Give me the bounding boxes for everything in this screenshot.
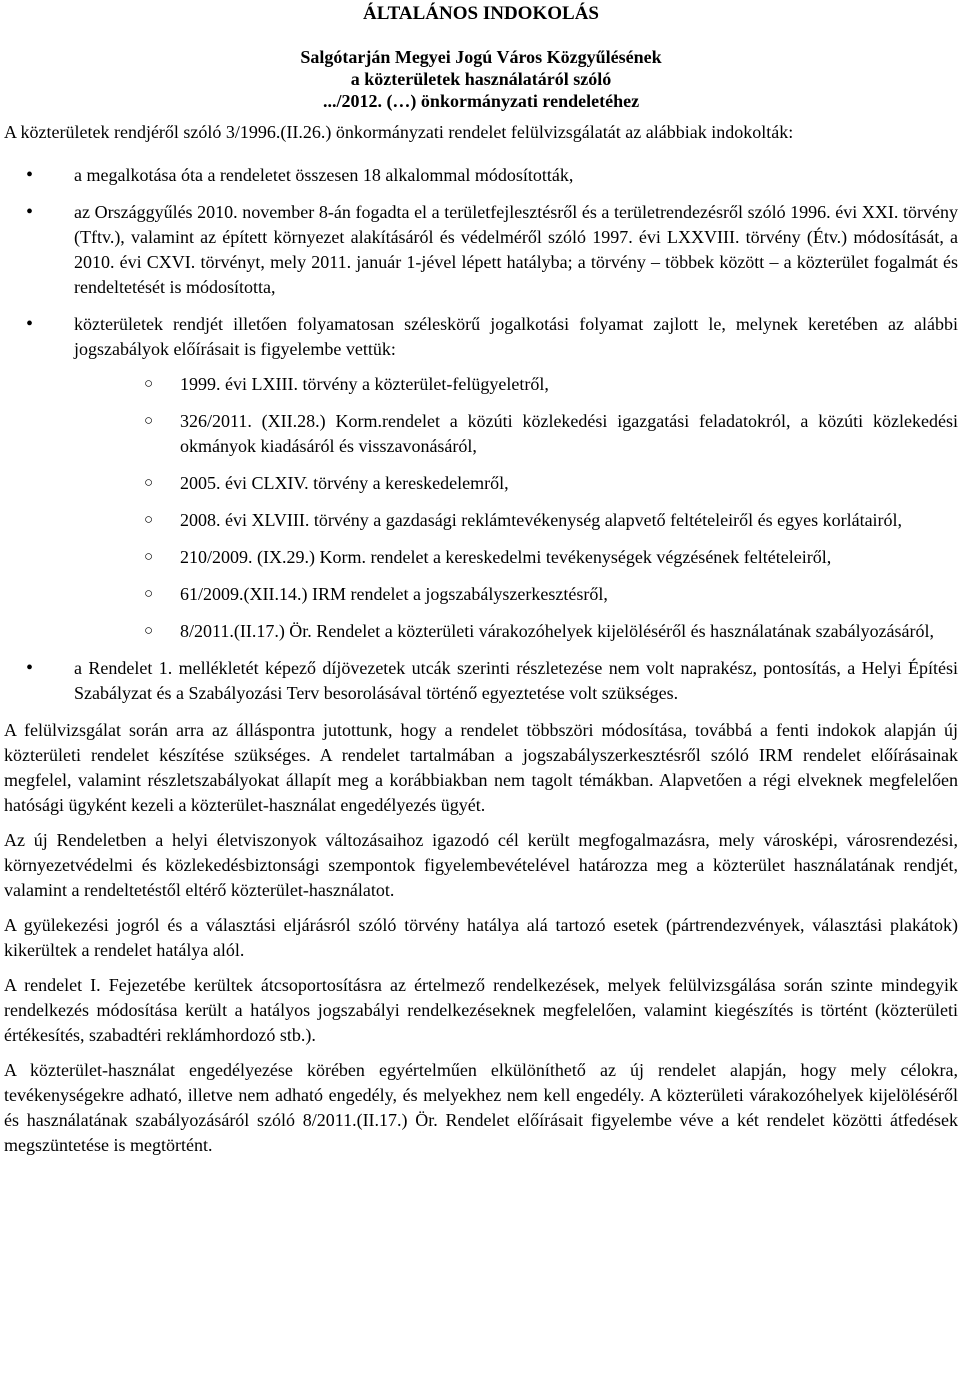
reason-item	[4, 163, 958, 188]
body-paragraph: A felülvizsgálat során arra az álláspontra jutottunk, hogy a rendelet többszöri módosítása, továbbá a fenti indokok alapján új közterületi rendelet készítése szükséges. A rendelet tartalmában a jogszabályszerkesztésről szóló IRM rendelet előírásainak megfelel, valamint részletszabályokat állapít meg a korábbiakban nem tagolt témákban. Alapvetően a régi elveknek megfelelően hatósági ügyként kezeli a közterület-használat engedélyezés ügyét.	[4, 720, 958, 815]
reason-item	[4, 312, 958, 644]
document-heading: ÁLTALÁNOS INDOKOLÁS	[363, 3, 599, 24]
body-paragraph: Az új Rendeletben a helyi életviszonyok változásaihoz igazodó cél került megfogalmazásra, mely városképi, városrendezési, környezetvédelmi és közlekedésbiztonsági szempontok figyelembevételével határozza meg a közterület használatának rendjét, valamint a rendeltetéstől eltérő közterület-használatot.	[4, 830, 958, 900]
reason-text: az Országgyűlés 2010. november 8-án fogadta el a területfejlesztésről és a területrendezésről szóló 1996. évi XXI. törvény (Tftv.), valamint az épített környezet alakításáról és védelméről szóló 1997. évi LXXVIII. törvény (Étv.) módosítását, a 2010. évi CXVI. törvényt, mely 2011. január 1-jével lépett hatályba; a törvény – többek között – a közterület fogalmát és rendeltetését is módosította,	[74, 202, 958, 297]
body-paragraph: A gyülekezési jogról és a választási eljárásról szóló törvény hatálya alá tartozó esetek (pártrendezvények, választási plakátok) kikerültek a rendelet hatálya alól.	[4, 915, 958, 960]
reason-text: közterületek rendjét illetően folyamatosan széleskörű jogalkotási folyamat zajlott le, melynek keretében az alábbi jogszabályok előírásait is figyelembe vettük:	[74, 314, 958, 359]
reason-text: a Rendelet 1. mellékletét képező díjövezetek utcák szerinti részletezése nem volt naprakész, pontosítás, a Helyi Építési Szabályzat és a Szabályozási Terv besorolásával történő egyeztetése volt szükséges.	[74, 658, 958, 703]
legislation-list	[74, 372, 958, 644]
legislation-item: ○ 2008. évi XLVIII. törvény a gazdasági reklámtevékenység alapvető feltételeiről és egyes korlátairól,	[142, 508, 958, 533]
subtitle-line: .../2012. (…) önkormányzati rendeletéhez	[322, 91, 640, 111]
document-subtitle	[4, 46, 958, 112]
subtitle-line: Salgótarján Megyei Jogú Város Közgyűlésének	[300, 47, 662, 67]
intro-paragraph: A közterületek rendjéről szóló 3/1996.(II.26.) önkormányzati rendelet felülvizsgálatát az alábbiak indokolták:	[4, 122, 794, 142]
reason-item	[4, 200, 958, 300]
subtitle-line: a közterületek használatáról szóló	[350, 69, 612, 89]
legislation-item: ○ 8/2011.(II.17.) Ör. Rendelet a közterületi várakozóhelyek kijelöléséről és használatának szabályozásáról,	[142, 619, 958, 644]
body-paragraph: A rendelet I. Fejezetébe kerültek átcsoportosításra az értelmező rendelkezések, melyek felülvizsgálása során szinte mindegyik rendelkezés módosítása került a hatályos jogszabályi rendelkezéseknek megfelelően, valamint kiegészítés is történt (közterületi értékesítés, szabadtéri reklámhordozó stb.).	[4, 975, 958, 1045]
legislation-item: ○ 210/2009. (IX.29.) Korm. rendelet a kereskedelmi tevékenységek végzésének feltételeiről,	[142, 545, 958, 570]
reason-text: a megalkotása óta a rendeletet összesen 18 alkalommal módosították,	[74, 165, 574, 185]
legislation-item: ○ 326/2011. (XII.28.) Korm.rendelet a közúti közlekedési igazgatási feladatokról, a közúti közlekedési okmányok kiadásáról és visszavonásáról,	[142, 409, 958, 459]
body-paragraph: A közterület-használat engedélyezése körében egyértelműen elkülöníthető az új rendelet alapján, hogy mely célokra, tevékenységekre adható, illetve nem adható engedély, és melyekhez nem kell engedély. A közterületi várakozóhelyek kijelöléséről és használatának szabályozásáról szóló 8/2011.(II.17.) Ör. Rendelet előírásait figyelembe véve a két rendelet közötti átfedések megszüntetése is megtörtént.	[4, 1060, 958, 1155]
legislation-item: ○ 1999. évi LXIII. törvény a közterület-felügyeletről,	[142, 372, 958, 397]
legislation-item: ○ 61/2009.(XII.14.) IRM rendelet a jogszabályszerkesztésről,	[142, 582, 958, 607]
legislation-item: ○ 2005. évi CLXIV. törvény a kereskedelemről,	[142, 471, 958, 496]
reason-item	[4, 656, 958, 706]
reasons-list	[4, 163, 958, 706]
